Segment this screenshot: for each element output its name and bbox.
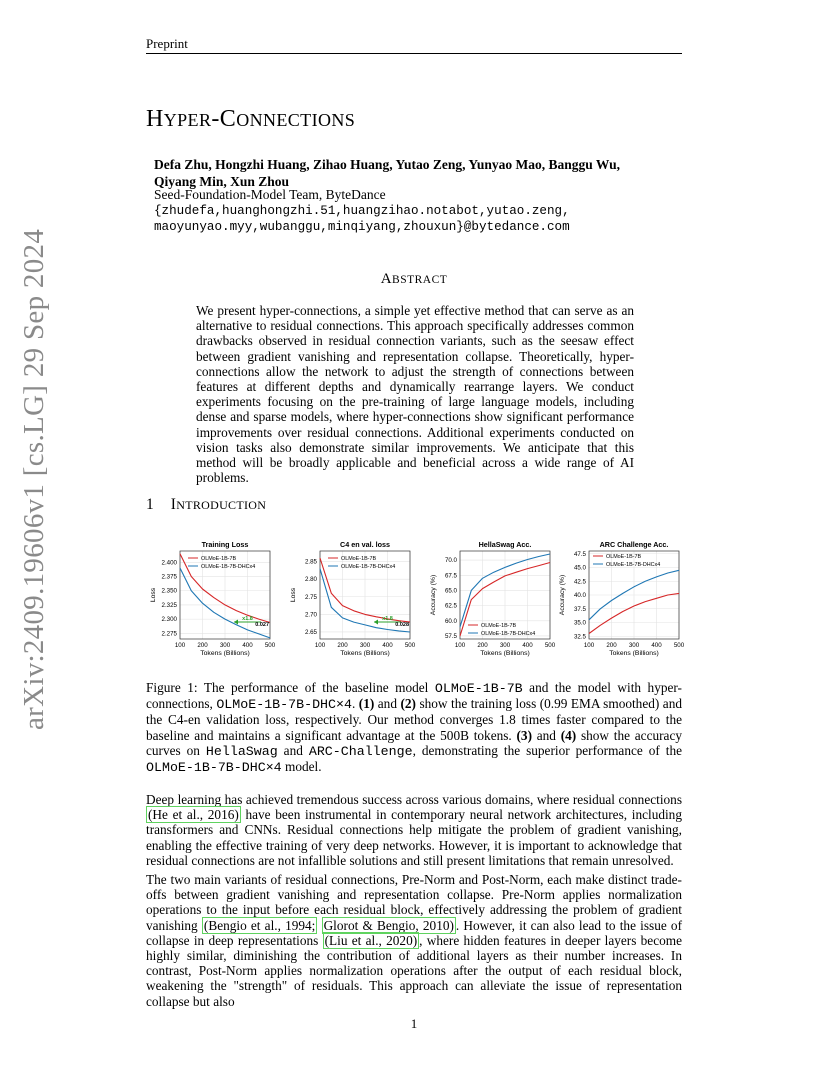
y-tick-label: 65.0 [444,587,457,595]
intro-paragraph-2 [146,872,682,1009]
caption-text: and [532,727,561,743]
x-tick-label: 200 [197,642,208,649]
title-cap1: H [146,106,164,132]
legend-label: OLMoE-1B-7B-DHCx4 [481,631,536,637]
intro-paragraph-1 [146,792,682,868]
legend-label: OLMoE-1B-7B-DHCx4 [201,564,256,570]
y-tick-label: 57.5 [444,632,457,640]
y-tick-label: 2.85 [304,558,317,566]
chart-title: ARC Challenge Acc. [599,540,669,549]
y-tick-label: 2.325 [161,601,177,609]
emails-line-2: maoyunyao.myy,wubanggu,minqiyang,zhouxun}@bytedance.com [154,220,570,234]
running-header: Preprint [146,36,188,51]
abstract-heading-rest: BSTRACT [392,274,448,286]
para-text: , where hidden features in deeper layers become highly similar, diminishing the contribution of additional layers as their number increases. In contrast, Post-Norm applies normalization operations after the output of each residual block, weakening the "strength" of residuals. This approach can alleviate the issue of representation collapse but also [146,932,683,1009]
legend-label: OLMoE-1B-7B [201,556,237,562]
x-tick-label: 300 [219,642,231,649]
gap-value-label: 0.028 [395,622,409,628]
caption-model-dhc-2: OLMoE-1B-7B-DHC×4 [146,760,282,776]
section-rest: NTRODUCTION [176,498,267,512]
legend-label: OLMoE-1B-7B-DHCx4 [606,562,661,568]
y-tick-label: 62.5 [444,602,457,610]
figure-1-caption [146,680,682,775]
x-tick-label: 400 [522,642,533,649]
x-tick-label: 400 [242,642,253,649]
title-rest1: YPER [163,110,212,130]
affiliation: Seed-Foundation-Model Team, ByteDance [154,187,386,202]
citation-link[interactable]: (Liu et al., 2020) [324,932,418,948]
speedup-label: x1.8 [242,616,253,622]
caption-ref-2: (2) [400,696,416,712]
x-tick-label: 400 [651,642,662,649]
y-tick-label: 37.5 [573,605,586,613]
caption-text: . [351,696,359,712]
title-dash: - [211,106,220,132]
legend-label: OLMoE-1B-7B-DHCx4 [341,564,396,570]
legend-label: OLMoE-1B-7B [341,556,377,562]
x-tick-label: 100 [314,642,326,649]
x-axis-label: Tokens (Billions) [200,650,250,657]
caption-ref-3: (3) [516,727,533,743]
x-tick-label: 500 [544,642,556,649]
x-tick-label: 500 [673,642,685,649]
y-axis-label: Accuracy (%) [559,574,566,616]
abstract-body: We present hyper-connections, a simple yet effective method that can serve as an alternative to residual connections. This approach specifically addresses common drawbacks observed in residual connection variants, such as the seesaw effect between gradient vanishing and representation collapse. Theoretically, hyper-connections allow the network to adjust the strength of connections between features at different depths and dynamically rearrange layers. We conduct experiments focusing on the pre-training of large language models, including dense and sparse models, where hyper-connections show significant performance improvements over residual connections. Additional experiments conducted on vision tasks also demonstrate similar improvements. We anticipate that this method will be broadly applicable and beneficial across a wide range of AI problems. [196,303,634,486]
x-tick-label: 200 [606,642,617,649]
caption-text: show the training loss (0.99 EMA smoothed) and the C4-en validation loss, respectively. Our method converges 1.8 times faster compared to the baseline and maintains a significant advantage at the 500B tokens. [146,696,682,743]
gap-value-label: 0.027 [255,622,269,628]
figure-1-charts [142,538,688,664]
caption-hellaswag: HellaSwag [205,743,278,759]
abstract-heading-cap: A [380,271,393,287]
caption-text: and [277,742,309,758]
x-tick-label: 500 [404,642,416,649]
y-tick-label: 2.350 [161,587,177,595]
title-cap2: C [219,106,237,132]
x-tick-label: 300 [628,642,640,649]
chart-title: C4 en val. loss [340,540,390,549]
y-tick-label: 67.5 [444,572,457,580]
paper-title [146,106,355,133]
x-axis-label: Tokens (Billions) [609,650,659,657]
y-tick-label: 42.5 [573,578,586,586]
x-tick-label: 300 [359,642,371,649]
caption-text: and the model with hyper-connections, [146,680,682,712]
y-tick-label: 2.375 [161,573,177,581]
legend-label: OLMoE-1B-7B [481,623,517,629]
section-heading-introduction [146,496,266,514]
chart-panel-2 [290,540,416,657]
y-tick-label: 32.5 [573,633,586,641]
page-number: 1 [410,1016,418,1031]
arxiv-identifier[interactable]: arXiv:2409.19606v1 [cs.LG] 29 Sep 2024 [18,228,50,730]
para-text: Deep learning has achieved tremendous success across various domains, where residual connections [146,792,682,807]
caption-text: model. [281,759,322,775]
y-tick-label: 45.0 [573,564,586,572]
x-tick-label: 500 [264,642,276,649]
chart-title: HellaSwag Acc. [478,540,532,549]
x-tick-label: 200 [337,642,348,649]
x-tick-label: 200 [477,642,488,649]
x-tick-label: 400 [382,642,393,649]
abstract-heading [0,271,828,288]
legend-label: OLMoE-1B-7B [606,554,642,560]
y-tick-label: 70.0 [444,557,457,565]
citation-link[interactable]: (He et al., 2016) [148,807,239,823]
y-tick-label: 47.5 [573,550,586,558]
x-tick-label: 100 [174,642,186,649]
y-tick-label: 60.0 [444,617,457,625]
caption-ref-1: (1) [358,696,375,712]
email-list[interactable] [154,203,674,235]
y-tick-label: 2.80 [304,576,317,584]
caption-text: and [374,696,401,712]
caption-ref-4: (4) [560,727,577,743]
y-axis-label: Loss [290,587,297,603]
caption-text: , demonstrating the superior performance of the [412,742,682,758]
para-text: The two main variants of residual connections, Pre-Norm and Post-Norm, each make distinct trade-offs between gradient vanishing and representation collapse. Pre-Norm applies normalization operations to the input before each residual block, effectively addressing the problem of gradient vanishing [146,872,682,933]
para-text: have been instrumental in contemporary neural network architectures, including transformers and CNNs. Residual connections help mitigate the problem of gradient vanishing, enabling the effective training of very deep networks. However, it is important to acknowledge that residual connections are not infallible solutions and still present limitations that remain unresolved. [146,807,682,868]
y-tick-label: 2.400 [161,559,177,567]
x-tick-label: 300 [499,642,511,649]
caption-model-dhc: OLMoE-1B-7B-DHC×4 [216,697,352,713]
speedup-arrowhead [374,620,378,625]
citation-link[interactable]: Glorot & Bengio, 2010) [323,917,454,933]
x-axis-label: Tokens (Billions) [480,650,530,657]
caption-arc: ARC-Challenge [308,743,413,759]
x-tick-label: 100 [583,642,595,649]
caption-text: Figure 1: The performance of the baseline model [146,680,435,695]
y-tick-label: 2.70 [304,611,317,619]
author-list [154,156,674,190]
title-rest2: ONNECTIONS [236,110,356,130]
y-axis-label: Loss [150,587,157,603]
x-tick-label: 100 [454,642,466,649]
y-tick-label: 2.275 [161,630,177,638]
x-axis-label: Tokens (Billions) [340,650,390,657]
para-text: . However, it can also lead to the issue of collapse in deep representations [146,917,682,948]
chart-panel-1 [150,540,276,657]
caption-text: show the accuracy curves on [146,727,682,758]
y-tick-label: 35.0 [573,619,586,627]
chart-panel-3 [430,540,556,657]
speedup-label: x1.8 [382,616,393,622]
y-tick-label: 2.300 [161,616,177,624]
emails-line-1: {zhudefa,huanghongzhi.51,huangzihao.notabot,yutao.zeng, [154,204,570,218]
chart-panel-4 [559,540,685,657]
para-text [317,918,321,933]
section-number: 1 [146,496,155,513]
authors-line-2: Qiyang Min, Xun Zhou [154,174,290,189]
caption-model-baseline: OLMoE-1B-7B [434,681,523,696]
citation-link[interactable]: (Bengio et al., 1994; [203,917,316,933]
header-rule [146,53,682,54]
y-tick-label: 2.75 [304,593,317,601]
authors-line-1: Defa Zhu, Hongzhi Huang, Zihao Huang, Yutao Zeng, Yunyao Mao, Banggu Wu, [154,157,621,172]
y-tick-label: 40.0 [573,592,586,599]
y-tick-label: 2.65 [304,628,317,636]
section-cap: I [170,496,177,513]
y-axis-label: Accuracy (%) [430,574,437,616]
chart-title: Training Loss [201,540,249,549]
